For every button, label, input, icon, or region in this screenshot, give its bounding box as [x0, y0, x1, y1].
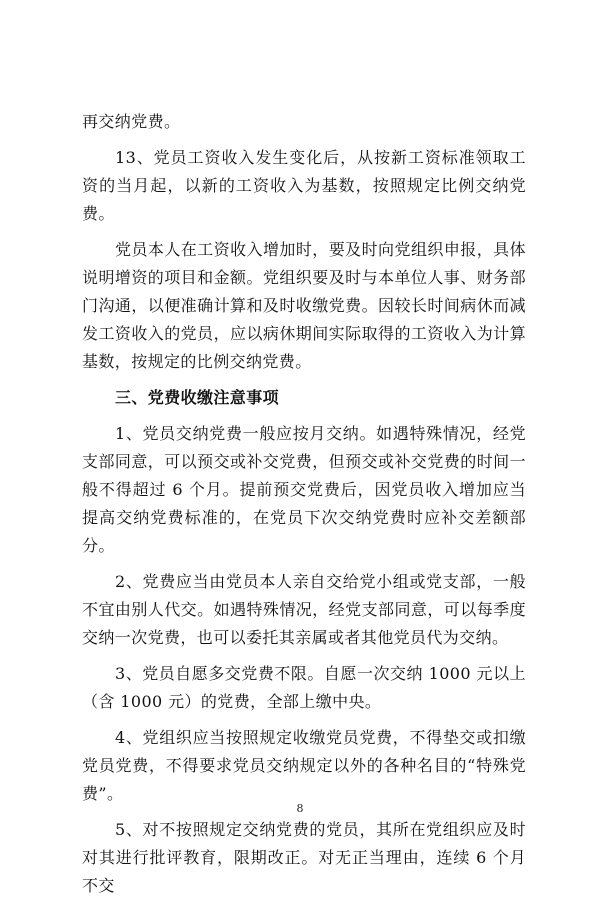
- paragraph-item-2: 2、党费应当由党员本人亲自交给党小组或党支部，一般不宜由别人代交。如遇特殊情况，经党支部同意，可以每季度交纳一次党费，也可以委托其亲属或者其他党员代为交纳。: [82, 572, 526, 647]
- paragraph-salary-report: 党员本人在工资收入增加时，要及时向党组织申报，具体说明增资的项目和金额。党组织要及时与本单位人事、财务部门沟通，以便准确计算和及时收缴党费。因较长时间病休而减发工资收入的党员，应以病休期间实际取得的工资收入为计算基数，按规定的比例交纳党费。: [82, 240, 526, 371]
- paragraph-item-4: 4、党组织应当按照规定收缴党员党费，不得垫交或扣缴党员党费，不得要求党员交纳规定以外的各种名目的“特殊党费”。: [82, 728, 526, 803]
- paragraph-item-13: 13、党员工资收入发生变化后，从按新工资标准领取工资的当月起，以新的工资收入为基数，按照规定比例交纳党费。: [82, 148, 526, 223]
- paragraph-item-1: 1、党员交纳党费一般应按月交纳。如遇特殊情况，经党支部同意，可以预交或补交党费，但预交或补交党费的时间一般不得超过 6 个月。提前预交党费后，因党员收入增加应当提高交纳党费标准的，在党员下次交纳党费时应补交差额部分。: [82, 424, 526, 555]
- paragraph-item-3: 3、党员自愿多交党费不限。自愿一次交纳 1000 元以上（含 1000 元）的党费，全部上缴中央。: [82, 664, 526, 711]
- page-number: 8: [296, 802, 304, 815]
- section-heading: 三、党费收缴注意事项: [115, 388, 280, 407]
- document-body: [82, 108, 526, 900]
- paragraph-continuation: 再交纳党费。: [82, 112, 181, 131]
- paragraph-item-5: 5、对不按照规定交纳党费的党员，其所在党组织应及时对其进行批评教育，限期改正。对无正当理由，连续 6 个月不交: [82, 820, 526, 895]
